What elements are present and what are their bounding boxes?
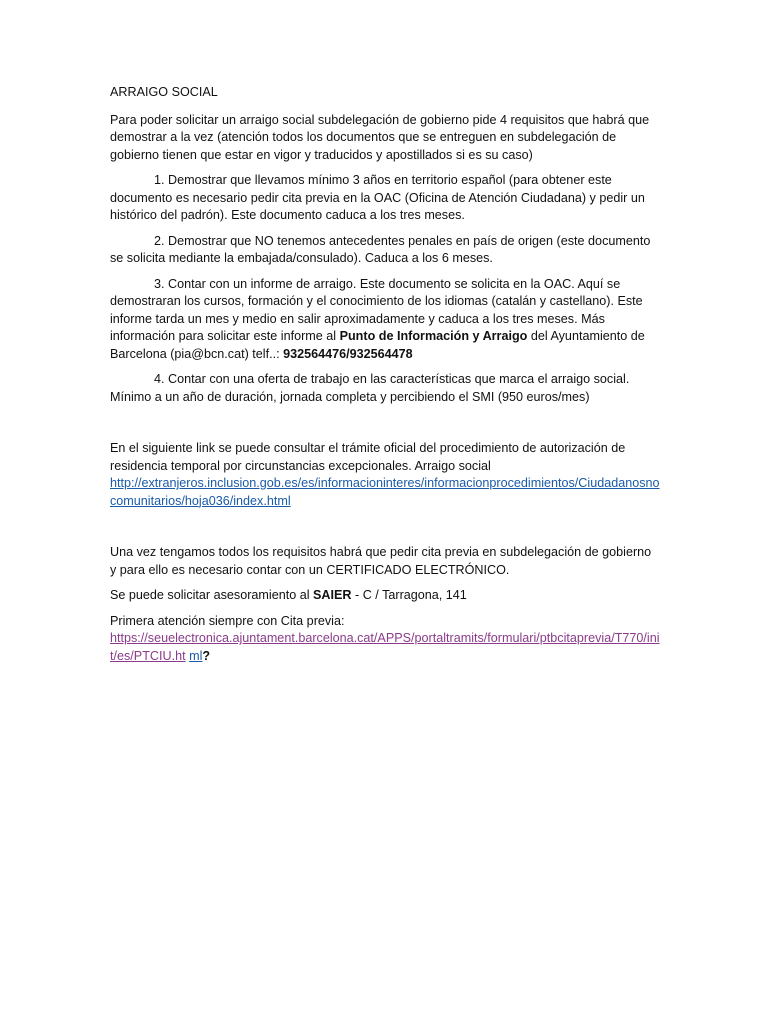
requirement-item-3 bbox=[110, 276, 660, 364]
appointment-link[interactable]: https://seuelectronica.ajuntament.barcelona.cat/APPS/portaltramits/formulari/ptbcitaprevia/T770/init/es/PTCIU.ht bbox=[110, 631, 660, 663]
requirement-number: 3. bbox=[154, 276, 165, 291]
saier-text: Se puede solicitar asesoramiento al bbox=[110, 588, 314, 602]
requirement-text-continued: del Ayuntamiento de Barcelona (pia@bcn.cat) telf..: bbox=[110, 329, 645, 361]
requirement-number: 1. bbox=[154, 173, 165, 187]
saier-paragraph bbox=[110, 587, 660, 605]
appointment-link-suffix: ? bbox=[202, 648, 211, 663]
document-page bbox=[110, 84, 660, 673]
phone-numbers: 932564476/932564478 bbox=[283, 346, 413, 361]
requirement-text: Contar con un informe de arraigo. Este documento se solicita en la OAC. Aquí se demostraran los cursos, formación y el conocimiento de los idiomas (catalán y castellano). Este informe tarda un mes y medio en salir aproximadamente y caduca a los tres meses. Más información para solicitar este informe al bbox=[110, 276, 643, 343]
saier-name: SAIER bbox=[313, 588, 352, 602]
link-paragraph bbox=[110, 440, 660, 510]
saier-address: - C / Tarragona, 141 bbox=[351, 588, 467, 602]
requirement-item-4 bbox=[110, 371, 660, 406]
requirement-item-2 bbox=[110, 233, 660, 268]
certificate-paragraph: Una vez tengamos todos los requisitos habrá que pedir cita previa en subdelegación de gobierno y para ello es necesario contar con un CERTIFICADO ELECTRÓNICO. bbox=[110, 545, 652, 577]
appointment-label: Primera atención siempre con Cita previa: bbox=[110, 613, 345, 628]
office-name: Punto de Información y Arraigo bbox=[339, 329, 528, 343]
requirement-item-1 bbox=[110, 172, 660, 225]
requirement-number: 4. bbox=[154, 372, 165, 386]
procedure-link[interactable]: http://extranjeros.inclusion.gob.es/es/informacioninteres/informacionprocedimientos/Ciudadanosnocomunitarios/hoja036/index.html bbox=[110, 476, 660, 508]
document-title: ARRAIGO SOCIAL bbox=[110, 85, 218, 99]
requirement-text: Demostrar que llevamos mínimo 3 años en territorio español (para obtener este documento es necesario pedir cita previa en la OAC (Oficina de Atención Ciudadana) y pedir un histórico del padrón). Este documento caduca a los tres meses. bbox=[110, 173, 645, 222]
appointment-link-tail[interactable]: ml bbox=[189, 648, 203, 663]
appointment-paragraph bbox=[110, 613, 660, 666]
requirement-text: Demostrar que NO tenemos antecedentes penales en país de origen (este documento se solicita mediante la embajada/consulado). Caduca a los 6 meses. bbox=[110, 233, 651, 265]
requirement-text: Contar con una oferta de trabajo en las características que marca el arraigo social. Mínimo a un año de duración, jornada completa y percibiendo el SMI (950 euros/mes) bbox=[110, 372, 630, 404]
intro-paragraph: Para poder solicitar un arraigo social subdelegación de gobierno pide 4 requisitos que habrá que demostrar a la vez (atención todos los documentos que se entreguen en subdelegación de gobierno tienen que estar en vigor y traducidos y apostillados si es su caso) bbox=[110, 112, 650, 162]
link-intro: En el siguiente link se puede consultar el trámite oficial del procedimiento de autorización de residencia temporal por circunstancias excepcionales. Arraigo social bbox=[110, 441, 626, 473]
requirement-number: 2. bbox=[154, 233, 165, 248]
